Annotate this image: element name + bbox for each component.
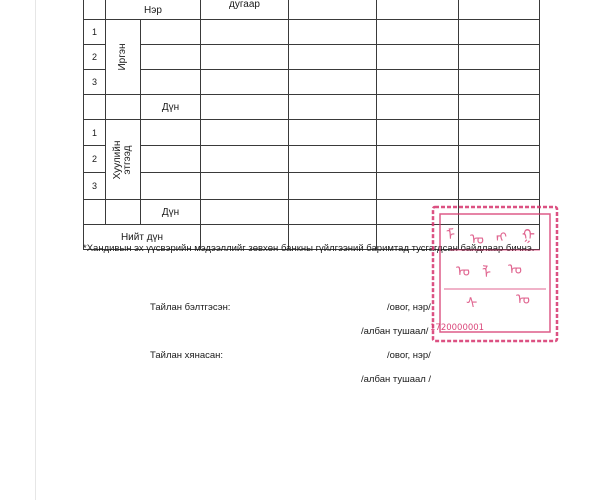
table-row	[84, 20, 540, 45]
svg-text:ᠯ: ᠯ	[482, 264, 492, 282]
svg-text:ᠤ: ᠤ	[508, 260, 522, 278]
svg-text:ᠤ: ᠤ	[516, 290, 530, 308]
table-header-row	[84, 0, 540, 20]
row-number: 1	[84, 120, 106, 146]
prepared-name-line: /овог, нэр/	[387, 302, 431, 313]
row-number: 3	[84, 70, 106, 95]
subtotal-label: Дүн	[141, 200, 201, 225]
reviewed-position-line: /албан тушаал /	[361, 374, 432, 385]
subtotal-row-citizen	[84, 95, 540, 120]
official-stamp-icon	[430, 204, 560, 344]
svg-text:ᠮ: ᠮ	[446, 226, 456, 244]
svg-text:ᠩ: ᠩ	[496, 228, 508, 246]
scan-edge-line	[35, 0, 36, 500]
prepared-by-label: Тайлан бэлтгэсэн:	[150, 302, 231, 313]
section-legal-label: Хуулийн этгээд	[112, 140, 133, 179]
row-number: 3	[84, 173, 106, 200]
svg-text:ᠭ: ᠭ	[522, 226, 535, 244]
svg-text:ᠰ: ᠰ	[466, 294, 478, 312]
footnote: *Хандивын эх үүсвэрийн мэдээллийг зөвхөн банкны гүйлгээний баримтад тусгагдсан байдлаар бичнэ.	[83, 243, 535, 254]
section-citizen-label: Иргэн	[117, 43, 128, 71]
svg-text:ᠣ: ᠣ	[456, 262, 470, 280]
row-number: 2	[84, 45, 106, 70]
table-row	[84, 146, 540, 173]
row-number: 2	[84, 146, 106, 173]
table-row	[84, 173, 540, 200]
header-doc-number-cell	[201, 0, 289, 20]
header-doc-number: дугаар	[229, 0, 260, 10]
table-row	[84, 70, 540, 95]
stamp-number: 1720000001	[430, 323, 485, 333]
grand-total-label: Нийт дүн	[84, 225, 201, 250]
table-row	[84, 120, 540, 146]
subtotal-label: Дүн	[141, 95, 201, 120]
reviewed-by-label: Тайлан хянасан:	[150, 350, 224, 361]
section-citizen-cell	[106, 20, 141, 95]
section-legal-cell	[106, 120, 141, 200]
row-number: 1	[84, 20, 106, 45]
prepared-position-line: /албан тушаал/	[361, 326, 429, 337]
table-row	[84, 45, 540, 70]
header-name: Нэр	[144, 5, 162, 16]
reviewed-name-line: /овог, нэр/	[387, 350, 431, 361]
header-name-cell	[106, 0, 201, 20]
svg-text:ᠣ: ᠣ	[470, 230, 484, 248]
